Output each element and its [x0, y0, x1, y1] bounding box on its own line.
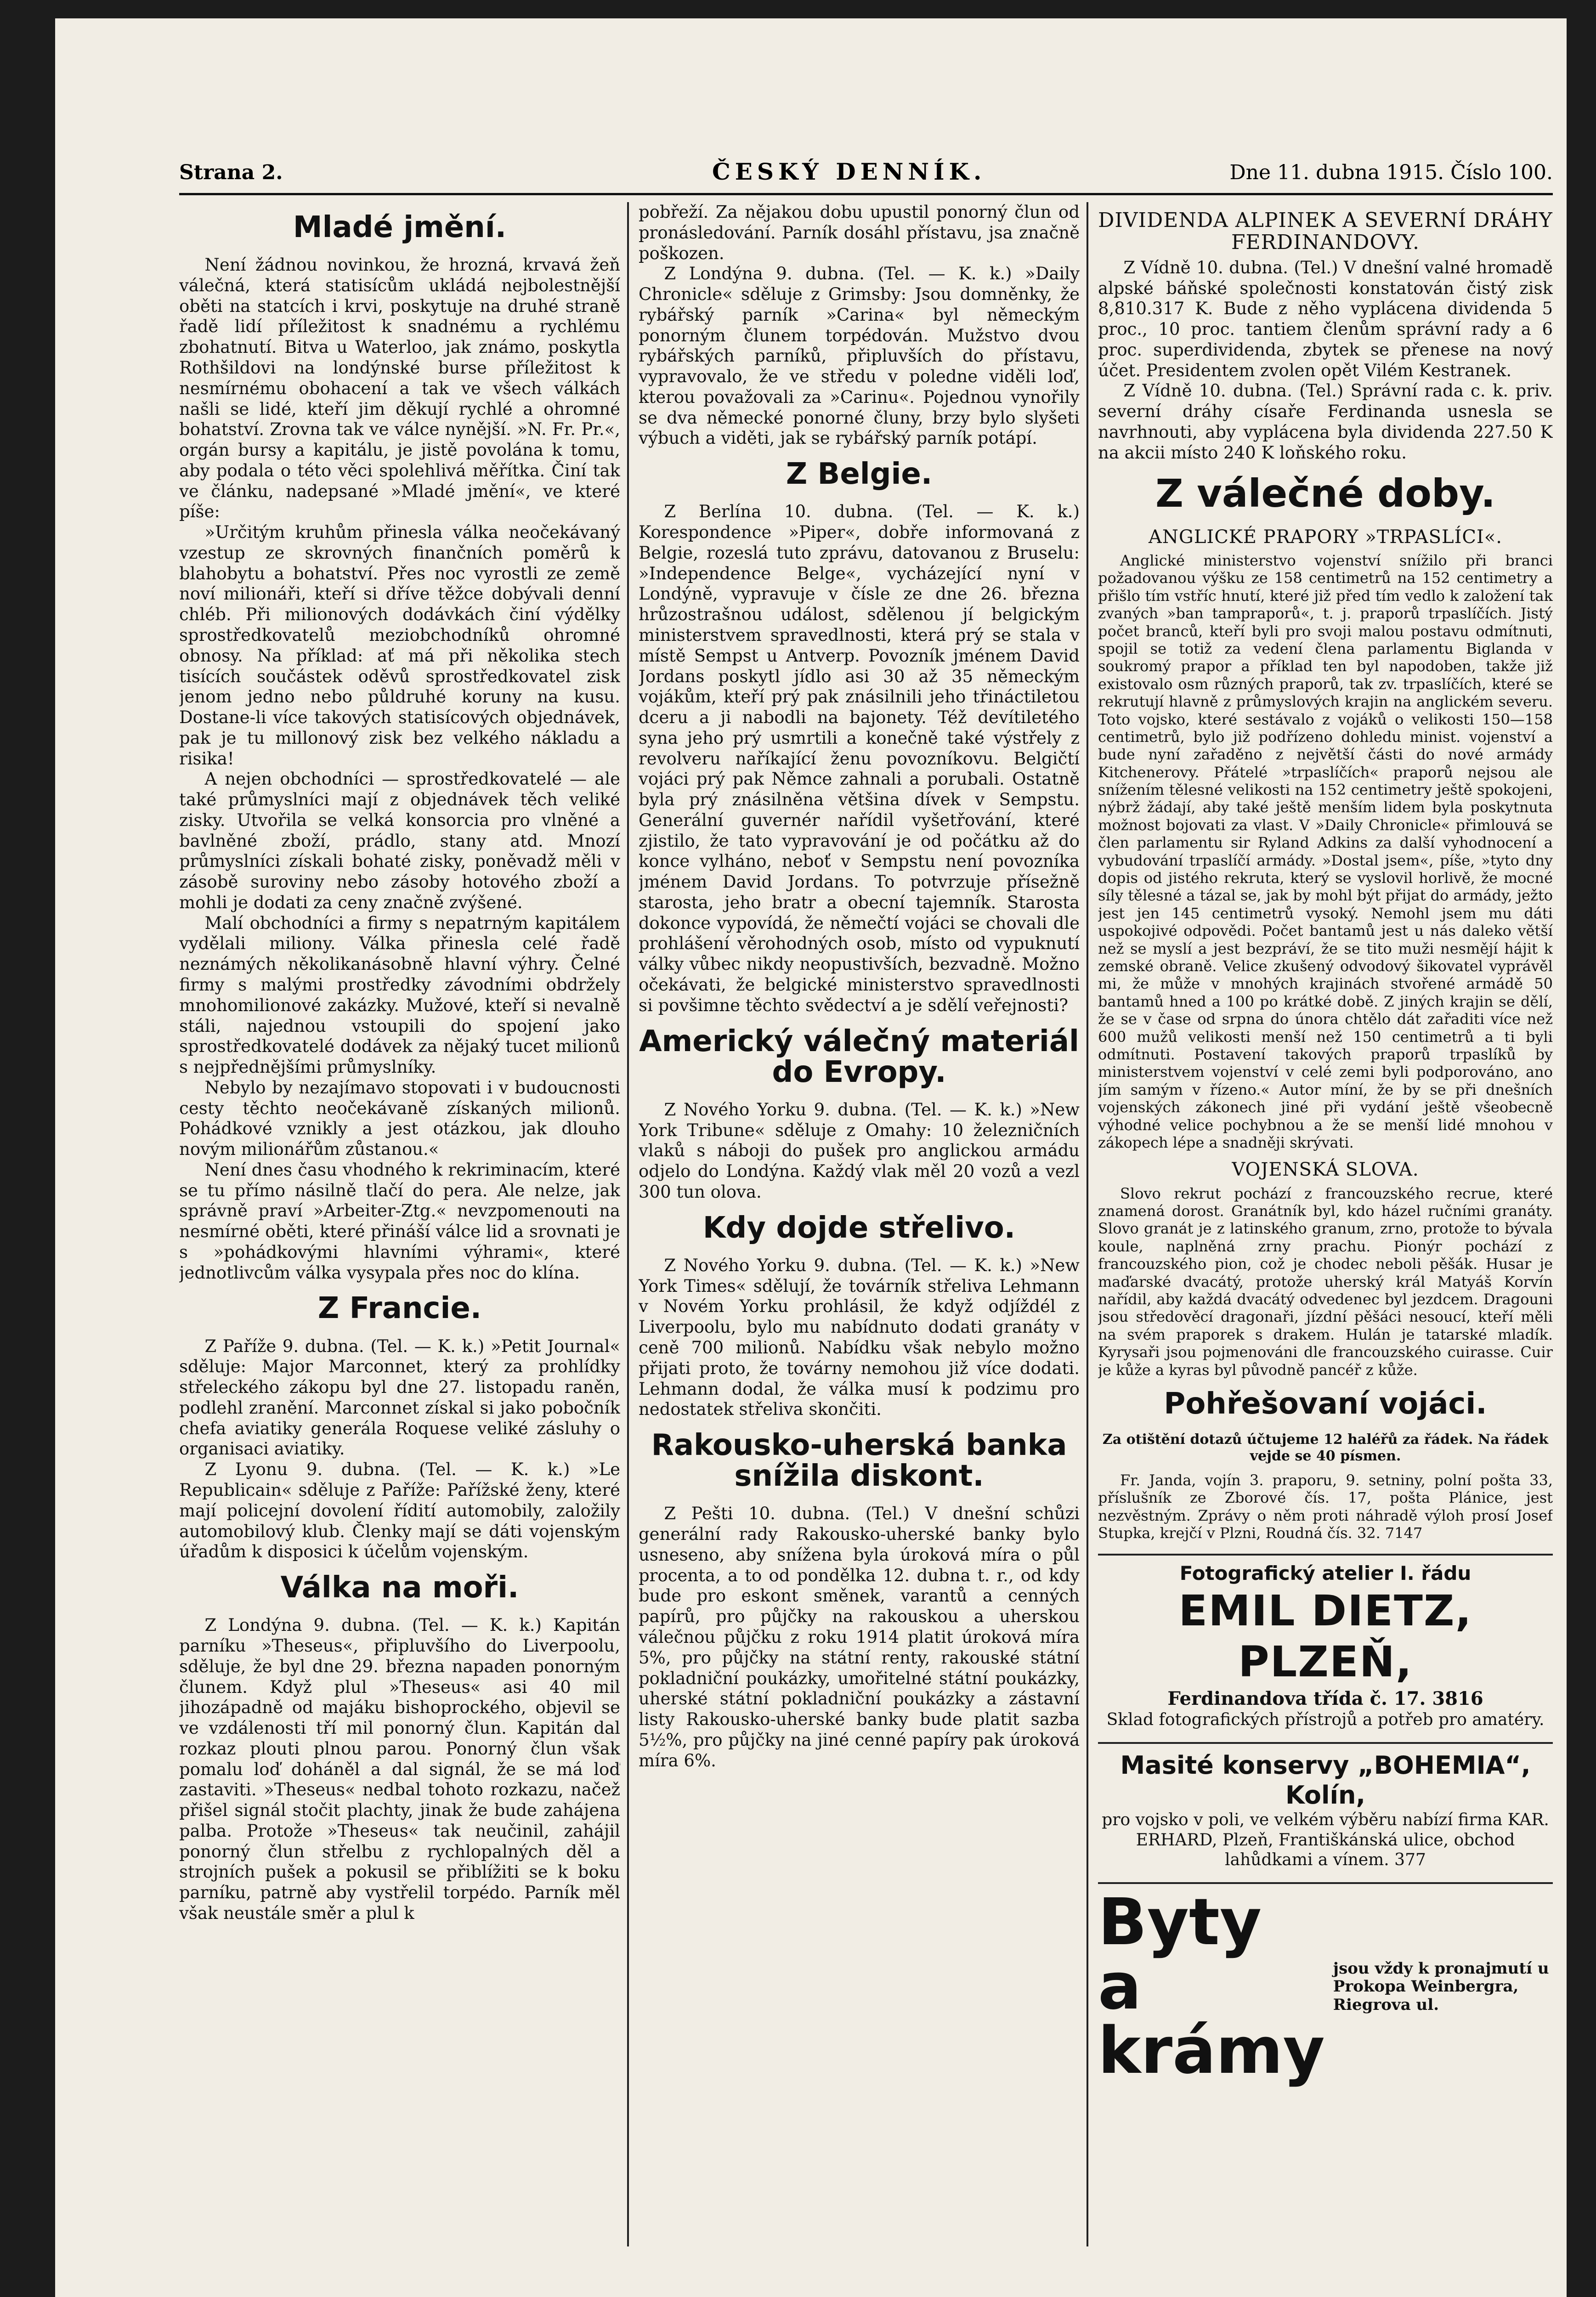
- advert-bohemia: [1098, 1742, 1553, 1870]
- headline-americky-material: Americký válečný materiál do Evropy.: [639, 1024, 1079, 1089]
- paragraph: Slovo rekrut pochází z francouzského recrue, které znamená dorost. Granátník byl, kdo házel ručními granáty. Slovo granát je z latinského granum, zrno, protože to bývala koule, naplněná zrny prachu. Pionýr pochází z francouzského pion, což je chodec neboli pěšák. Husar je maďarské dvacátý, protože uherský král Matyáš Korvín nařídil, aby každá dvacátý odvedenec byl jezdcem. Dragouni jsou středověcí dragonaři, jízdní pěšáci nesoucí, kteří měli na svém praporek s drakem. Hulán je tatarské mladík. Kyrysaři jsou pojmenováni dle francouzského cuirasse. Cuir je kůže a kyras byl původně pancéř z kůže.: [1098, 1184, 1553, 1379]
- advert-dietz-street: Ferdinandova třída č. 17. 3816: [1167, 1687, 1483, 1709]
- paragraph: Z Paříže 9. dubna. (Tel. — K. k.) »Petit Journal« sděluje: Major Marconnet, který za prohlídky střeleckého zákopu byl dne 27. listopadu raněn, podlehl zranění. Marconnet získal si jako pobočník chefa aviatiky generála Roquese veliké zásluhy o organisaci aviatiky.: [179, 1336, 620, 1459]
- paragraph: Nebylo by nezajímavo stopovati i v budoucnosti cesty těchto neočekávaně získaných milionů. Pohádkové vznikly a jest otázkou, jak dlouho novým milionářům zůstanou.«: [179, 1077, 620, 1160]
- page-header: [179, 152, 1553, 195]
- paragraph: Malí obchodníci a firmy s nepatrným kapitálem vydělali miliony. Válka přinesla celé řadě neznámých několikanásobně hlavní výhry. Čelné firmy s malými prostředky závodními obdržely mnohomilionové zakázky. Mužové, kteří si nevalně stáli, najednou vstoupili do spojení jako sprostředkovatelé dodávek za nějaký tucet milionů s nejpřednějšími průmyslníky.: [179, 913, 620, 1077]
- advert-byty-title: Byty a krámy: [1098, 1885, 1325, 2088]
- advert-dietz-line: Sklad fotografických přístrojů a potřeb pro amatéry.: [1106, 1710, 1545, 1730]
- small-print-section: [1098, 552, 1553, 1379]
- column-rule-1: [627, 202, 629, 2246]
- subheadline-vojenska-slova: VOJENSKÁ SLOVA.: [1232, 1159, 1419, 1181]
- newspaper-page: [55, 18, 1567, 2297]
- headline-z-francie: Z Francie.: [317, 1291, 482, 1326]
- missing-soldier-notice: [1098, 1471, 1553, 1542]
- advert-bohemia-line: pro vojsko v poli, ve velkém výběru nabízí firma KAR. ERHARD, Plzeň, Františkánská ulice, obchod lahůdkami a vínem. 377: [1102, 1810, 1549, 1870]
- headline-pohresovani-vojaci: Pohřešovaní vojáci.: [1164, 1386, 1487, 1421]
- column-1: [179, 202, 620, 2269]
- headline-z-valecne-doby: Z válečné doby.: [1155, 471, 1496, 516]
- paragraph: Z Nového Yorku 9. dubna. (Tel. — K. k.) »New York Tribune« sděluje z Omahy: 10 železničních vlaků s náboji do pušek pro anglickou armádu odjelo do Londýna. Každý vlak měl 20 vozů a vezl 300 tun olova.: [639, 1099, 1080, 1202]
- paragraph: Z Lyonu 9. dubna. (Tel. — K. k.) »Le Republicain« sděluje z Paříže: Pařížské ženy, které mají policejní dovolení řídití automobily, založily automobilový klub. Členky mají se dáti vojenským úřadům k disposici k účelům vojenským.: [179, 1460, 620, 1562]
- column-3: [1098, 202, 1553, 2269]
- paragraph: Anglické ministerstvo vojenství snížilo při branci požadovanou výšku ze 158 centimetrů na 152 centimetry a přišlo tím vstříc hnutí, které již před tím vedlo k založení tak zvaných »ban tampraporů«, t. j. praporů trpaslíčích. Jistý počet branců, kteří byli pro svoji malou postavu odmítnuti, spojil se totiž za vedení člena parlamentu Biglanda v soukromý prapor a příklad ten byl napodoben, takže již existovalo osm různých praporů, tak zv. trpaslíčích, které se rekrutují hlavně z průmyslových krajin na anglickém severu. Toto vojsko, které sestávalo z vojáků o velikosti 150—158 centimetrů, bylo již podřízeno dohledu minist. vojenství a bude nyní zařaděno z největší části do nové armády Kitchenerovy. Přátelé »trpaslíčích« praporů nejsou ale snížením tělesné velikosti na 152 centimetry ještě spokojeni, nýbrž žádají, aby také ještě menším lidem byla poskytnuta možnost bojovati za vlast. V »Daily Chronicle« přimlouvá se člen parlamentu sir Ryland Adkins za další vyhodnocení a vybudování trpaslíčí armády. »Dostal jsem«, píše, »tyto dny dopis od jistého rekruta, který se vyslovil horlivě, že mocné síly tělesné a tázal se, jak by mohl být přijat do armády, ježto jest jen 145 centimetrů vysoký. Nemohl jsem mu dáti uspokojivé odpovědi. Počet bantamů jest u nás daleko větší než se myslí a jest bezpráví, že se tito muži nesmějí hájit k zemské obraně. Velice zkušený odvodový šikovatel vyprávěl mi, že může v mnohých krajinách stvořené armádě 50 bantamů hned a 100 po krátké době. Z jiných krajin se dělí, že se v čase od srpna do února chtělo dát zařaditi více než 600 mužů velikosti menší než 150 centimetrů a ti byli odmítnuti. Postavení takových praporů trpaslíků by ministerstvem vojenství v celé zemi byli podporováno, ano jím samým v řízeno.« Autor míní, že by se při dnešních vojenských zákonech jiné při vydání ještě všeobecně výhodné velice pochybnou a že se menší lidé mnohou v zákopech lépe a snadněji skrývati.: [1098, 552, 1553, 1151]
- paragraph: Fr. Janda, vojín 3. praporu, 9. setniny, polní pošta 33, příslušník ze Zborové čís. 17, pošta Plánice, jest nezvěstným. Zprávy o něm proti náhradě výloh prosí Josef Stupka, krejčí v Plzni, Roudná čís. 32. 7147: [1098, 1471, 1553, 1542]
- paragraph: Není žádnou novinkou, že hrozná, krvavá žeň válečná, která statisícům ukládá nejbolestnější oběti na statcích i krvi, poskytuje na druhé straně řadě lidí příležitost k snadnému a rychlému zbohatnutí. Bitva u Waterloo, jak známo, poskytla Rothšildovi na londýnské burse příležitost k nesmírnému obohacení a tak ve všech válkách našli se lidé, kteří jim děkují rychlé a ohromné bohatství. Zrovna tak ve válce nynější. »N. Fr. Pr.«, orgán bursy a kapitálu, je jistě povolána k tomu, aby podala o této věci spolehlivá měřítka. Činí tak ve článku, nadepsané »Mladé jmění«, ve které píše:: [179, 255, 620, 522]
- headline-valka-na-mori: Válka na moři.: [280, 1571, 519, 1605]
- headline-kdy-dojde-strelivo: Kdy dojde střelivo.: [702, 1211, 1016, 1245]
- paragraph: Z Vídně 10. dubna. (Tel.) Správní rada c. k. priv. severní dráhy císaře Ferdinanda usnesla se navrhnouti, aby vyplácena byla dividenda 227.50 K na akcii místo 240 K loňského roku.: [1098, 381, 1553, 463]
- subheadline-anglicke-prapory: ANGLICKÉ PRAPORY »TRPASLÍCI«.: [1149, 526, 1502, 548]
- paragraph: Z Berlína 10. dubna. (Tel. — K. k.) Korespondence »Piper«, dobře informovaná z Belgie, rozeslá tuto zprávu, datovanou z Bruselu: »Independence Belge«, vycházející nyní v Londýně, vypravuje v čísle ze dne 26. března hrůzostrašnou událost, sdělenou jí belgickým ministerstvem spravedlnosti, která prý se stala v místě Sempst u Antverp. Povozník jménem David Jordans poskytl jídlo asi 30 až 35 německým vojákům, kteří prý pak znásilnili jeho třináctiletou dceru a ji nabodli na bajonety. Též devítiletého syna jeho prý usmrtili a konečně také výstřely z revolveru naříkající ženu povozníkovu. Belgičtí vojáci prý pak Němce zahnali a porubali. Ostatně byla prý znásilněna většina dívek v Sempstu. Generální guvernér nařídil vyšetřování, které zjistilo, že tato vypravování je od počátku až do konce vylháno, neboť v Sempstu není povozníka jménem David Jordans. To potvrzuje přísežně starosta, jeho bratr a obecní tajemník. Starosta dokonce vypovídá, že němečtí vojáci se chovali dle prohlášení věrohodných osob, místo od vypuknutí války vůbec nikdy neopustivších, bezvadně. Možno očekávati, že belgické ministerstvo spravedlnosti si povšimne těchto svědectví a je sdělí veřejnosti?: [639, 502, 1080, 1015]
- paragraph: Není dnes času vhodného k rekriminacím, které se tu přímo násilně tlačí do pera. Ale nelze, jak správně praví »Arbeiter-Ztg.« nevzpomenouti na nesmírné oběti, které přináší válce lid a srovnati je s »pohádkovými hlavními výhrami«, které jednotlivcům válka vysypala přes noc do klína.: [179, 1160, 620, 1283]
- column-rule-2: [1087, 202, 1088, 2246]
- headline-rakousko-uherska-banka: Rakousko-uherská banka snížila diskont.: [651, 1428, 1067, 1494]
- paragraph: A nejen obchodníci — sprostředkovatelé — ale také průmyslníci mají z objednávek těch veliké zisky. Utvořila se velká konsorcia pro vlněné a bavlněné zboží, prádlo, stany atd. Mnozí průmyslníci získali bohaté zisky, poněvadž měli v zásobě suroviny nebo zásoby hotového zboží a mohli je dodati za ceny značně zvýšené.: [179, 769, 620, 912]
- paragraph: Z Nového Yorku 9. dubna. (Tel. — K. k.) »New York Times« sdělují, že továrník střeliva Lehmann v Novém Yorku prohlásil, že když odjíždél z Liverpoolu, bylo mu nabídnuto dodati granáty v ceně 700 milionů. Nabídku však nebylo možno přijati proto, že továrny nemohou již více dodati. Lehmann dodal, že válka musí k podzimu pro nedostatek střeliva skončiti.: [639, 1255, 1080, 1420]
- headline-mlade-jmeni: Mladé jmění.: [293, 210, 507, 244]
- paragraph: pobřeží. Za nějakou dobu upustil ponorný člun od pronásledování. Parník dosáhl přístavu, jsa značně poškozen.: [639, 202, 1080, 263]
- page-number: Strana 2.: [179, 161, 283, 184]
- paragraph: Z Londýna 9. dubna. (Tel. — K. k.) Kapitán parníku »Theseus«, připluvšího do Liverpoolu, sděluje, že byl dne 29. března napaden ponorným člunem. Když plul »Theseus« asi 40 mil jihozápadně od majáku bishoprockého, objevil se ve vzdálenosti tří mil ponorný člun. Kapitán dal rozkaz plouti plnou parou. Ponorný člun však pomalu loď doháněl a dal signál, že se má loď zastaviti. »Theseus« nedbal tohoto rozkazu, načež přišel signál stočit plachty, jinak že bude zahájena palba. Protože »Theseus« tak neučinil, zahájil ponorný člun střelbu z rychlopalných děl a strojních pušek a pokusil se přiblížiti se k boku parníku, patrně aby vystřelil torpédo. Parník měl však neustále směr a plul k: [179, 1615, 620, 1923]
- advert-byty: [1098, 1882, 1553, 2088]
- notice-price: Za otištění dotazů účtujeme 12 haléřů za řádek. Na řádek vejde se 40 písmen.: [1102, 1431, 1549, 1465]
- paragraph: Z Pešti 10. dubna. (Tel.) V dnešní schůzi generální rady Rakousko-uherské banky bylo usneseno, aby snížena byla úroková míra o půl procenta, a to od pondělka 12. dubna t. r., od kdy bude pro eskont směnek, varantů a cenných papírů, pro půjčky na rakouskou a uherskou válečnou půjčku z roku 1914 platit úroková míra 5%, pro půjčky na státní renty, rakouské státní pokladniční poukázky, umořitelné státní poukázky, uherské státní pokladniční poukázky a zástavní listy Rakousko-uherské banky bude platit sazba 5½%, pro půjčky na jiné cenné papíry pak úroková míra 6%.: [639, 1504, 1080, 1771]
- advert-dietz-name: EMIL DIETZ, PLZEŇ,: [1178, 1586, 1472, 1687]
- advert-dietz-heading: Fotografický atelier I. řádu: [1179, 1562, 1471, 1585]
- issue-date: Dne 11. dubna 1915. Číslo 100.: [1229, 161, 1553, 184]
- headline-dividenda: DIVIDENDA ALPINEK A SEVERNÍ DRÁHY FERDINANDOVY.: [1098, 209, 1553, 255]
- headline-z-belgie: Z Belgie.: [786, 457, 933, 492]
- advert-byty-side: jsou vždy k pronajmutí u Prokopa Weinbergra, Riegrova ul.: [1333, 1959, 1549, 2014]
- paragraph: »Určitým kruhům přinesla válka neočekávaný vzestup ze skrovných finančních poměrů k blahobytu a bohatství. Přes noc vyrostli ze země noví milionáři, kteří si dříve těžce dobývali denní chléb. Při milionových dodávkách činí výdělky sprostředkovatelů meziobchodníků ohromné obnosy. Na příklad: ať má při několika stech tisících součástek oděvů sprostředkovatel zisk jenom jedno nebo půldruhé koruny na kusu. Dostane-li více takových statisícových objednávek, pak je tu millonový zisk bez velkého nákladu a risika!: [179, 522, 620, 769]
- paragraph: Z Vídně 10. dubna. (Tel.) V dnešní valné hromadě alpské báňské společnosti konstatován čistý zisk 8,810.317 K. Bude z něho vyplácena dividenda 5 proc., 10 proc. tantiem členům správní rady a 6 proc. superdividenda, zbytek se přenese na nový účet. Presidentem zvolen opět Vilém Kestranek.: [1098, 257, 1553, 380]
- column-2: [639, 202, 1080, 2269]
- paragraph: Z Londýna 9. dubna. (Tel. — K. k.) »Daily Chronicle« sděluje z Grimsby: Jsou domněnky, že rybářský parník »Carina« byl německým ponorným člunem torpédován. Mužstvo dvou rybářských parníků, připluvších do přístavu, vypravovalo, že ve středu v poledne viděli loď, kterou považovali za »Carinu«. Pojednou vynořily se dva německé ponorné čluny, brzy bylo slyšeti výbuch a viděti, jak se rybářský parník potápí.: [639, 264, 1080, 448]
- advert-dietz: [1098, 1554, 1553, 1730]
- masthead: ČESKÝ DENNÍK.: [712, 158, 986, 185]
- advert-bohemia-heading: Masité konservy „BOHEMIA“, Kolín,: [1120, 1750, 1531, 1810]
